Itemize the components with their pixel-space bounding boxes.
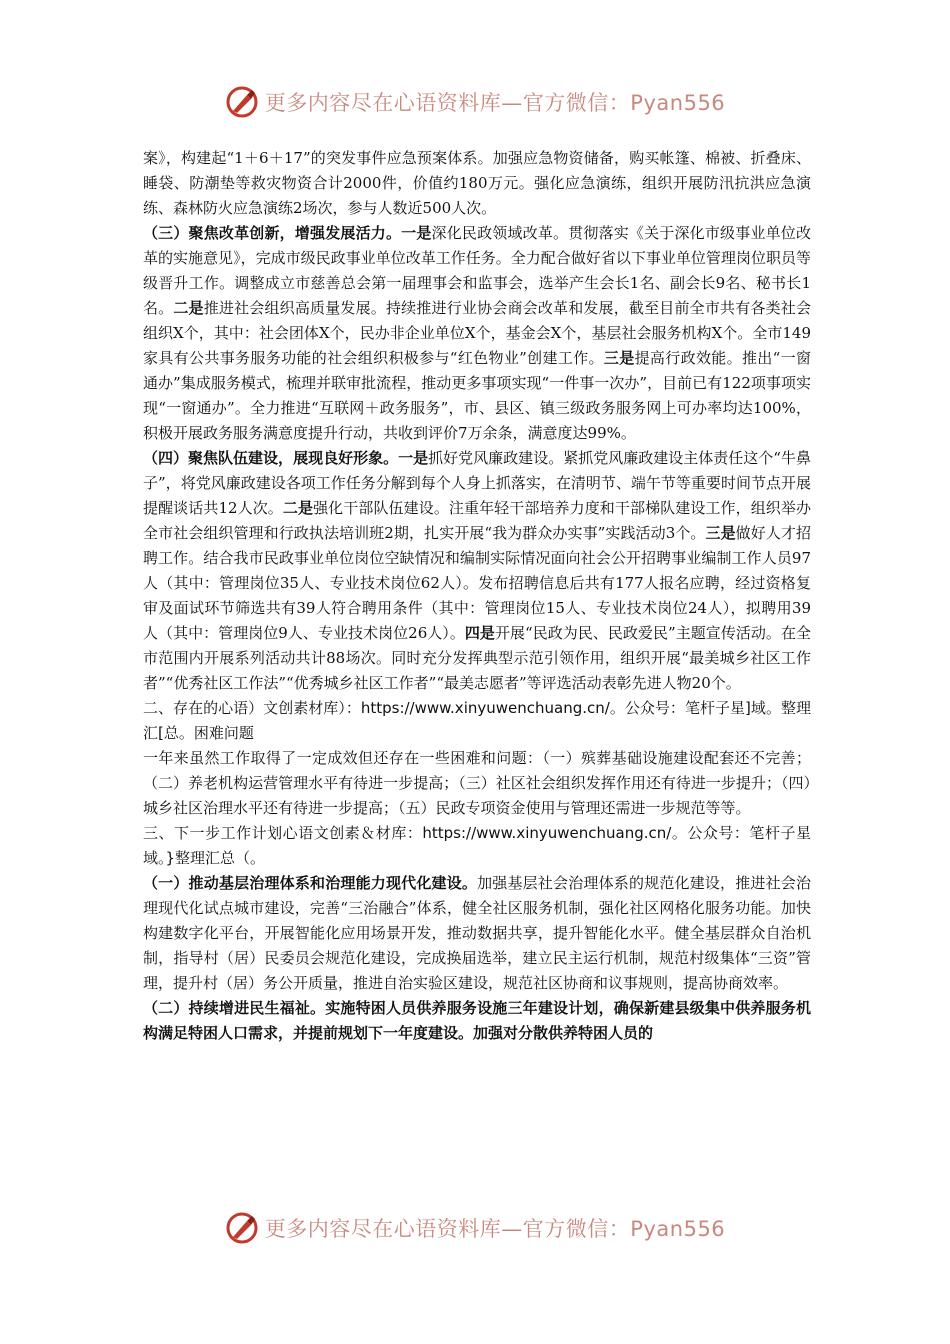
- lead-marker: 二是: [173, 299, 204, 317]
- paragraph: [143, 446, 811, 696]
- lead-marker: 一是: [401, 224, 432, 242]
- paragraph: 案》，构建起“1＋6＋17”的突发事件应急预案体系。加强应急物资储备，购买帐篷、棉被、折叠床、睡袋、防潮垫等救灾物资合计2000件，价值约180万元。强化应急演练，组织开展防汛抗洪应急演练、森林防火应急演练2场次，参与人数近500人次。: [143, 149, 811, 217]
- paragraph: [143, 871, 811, 996]
- lead-marker: 三是: [603, 349, 635, 367]
- watermark-logo-icon: [225, 1211, 259, 1245]
- section-heading: （一）推动基层治理体系和治理能力现代化建设。: [143, 874, 478, 892]
- paragraph-text: 加强基层社会治理体系的规范化建设，推进社会治理现代化试点城市建设，完善“三治融合”体系，健全社区服务机制，强化社区网格化服务功能。加快构建数字化平台，开展智能化应用场景开发，推动数据共享，提升智能化水平。健全基层群众自治机制，指导村（居）民委员会规范化建设，完成换届选举，建立民主运行机制，规范村级集体“三资”管理，提升村（居）务公开质量，推进自治实验区建设，规范社区协商和议事规则，提高协商效率。: [143, 874, 811, 992]
- paragraph: 一年来虽然工作取得了一定成效但还存在一些困难和问题：（一）殡葬基础设施建设配套还不完善；（二）养老机构运营管理水平有待进一步提高；（三）社区社会组织发挥作用还有待进一步提升；（四）城乡社区治理水平还有待进一步提高；（五）民政专项资金使用与管理还需进一步规范等等。: [143, 749, 811, 817]
- section-title: 二、存在的心语）文创素材库）：https://www.xinyuwenchuang.cn/。公众号：笔杆子星]域。整理汇[总。困难问题: [143, 699, 811, 742]
- paragraph-text: 实施特困人员供养服务设施三年建设计划，确保新建县级集中供养服务机构满足特困人口需求，并提前规划下一年度建设。加强对分散供养特困人员的: [143, 999, 811, 1042]
- header-watermark-banner: [0, 80, 950, 124]
- section-heading: （四）聚焦队伍建设，展现良好形象。: [143, 449, 399, 467]
- lead-marker: 四是: [464, 624, 495, 642]
- paragraph-text: 推进社会组织高质量发展。持续推进行业协会商会改革和发展，截至目前全市共有各类社会组织X个，其中：社会团体X个，民办非企业单位X个，基金会X个，基层社会服务机构X个。全市149家具有公共事务服务功能的社会组织积极参与“红色物业”创建工作。: [143, 299, 811, 367]
- document-body: [143, 146, 811, 1046]
- paragraph-text: 开展“民政为民、民政爱民”主题宣传活动。在全市范围内开展系列活动共计88场次。同时充分发挥典型示范引领作用，组织开展“最美城乡社区工作者”“优秀社区工作法”“优秀城乡社区工作者”“最美志愿者”等评选活动表彰先进人物20个。: [143, 624, 811, 692]
- watermark-text: 更多内容尽在心语资料库—官方微信：Pyan556: [264, 91, 726, 115]
- watermark-logo-icon: [225, 85, 259, 119]
- paragraph-text: 抓好党风廉政建设。紧抓党风廉政建设主体责任这个“牛鼻子”，将党风廉政建设各项工作任务分解到每个人身上抓落实，在清明节、端午节等重要时间节点开展提醒谈话共12人次。: [143, 449, 811, 517]
- section-heading: （二）持续增进民生福祉。: [143, 999, 326, 1017]
- section-heading: （三）聚焦改革创新，增强发展活力。: [143, 224, 402, 242]
- footer-watermark-banner: [0, 1206, 950, 1250]
- watermark-text: 更多内容尽在心语资料库—官方微信：Pyan556: [264, 1217, 726, 1241]
- lead-marker: 三是: [705, 524, 736, 542]
- lead-marker: 一是: [398, 449, 429, 467]
- paragraph-text: 深化民政领域改革。贯彻落实《关于深化市级事业单位改革的实施意见》，完成市级民政事业单位改革工作任务。全力配合做好省以下事业单位管理岗位职员等级晋升工作。调整成立市慈善总会第一届理事会和监事会，选举产生会长1名、副会长9名、秘书长1名。: [143, 224, 811, 317]
- paragraph-text: 强化干部队伍建设。注重年轻干部培养力度和干部梯队建设工作，组织举办全市社会组织管理和行政执法培训班2期，扎实开展“我为群众办实事”实践活动3个。: [143, 499, 811, 542]
- paragraph-text: 做好人才招聘工作。结合我市民政事业单位岗位空缺情况和编制实际情况面向社会公开招聘事业编制工作人员97人（其中：管理岗位35人、专业技术岗位62人）。发布招聘信息后共有177人报名应聘，经过资格复审及面试环节筛选共有39人符合聘用条件（其中：管理岗位15人、专业技术岗位24人），拟聘用39人（其中：管理岗位9人、专业技术岗位26人）。: [143, 524, 811, 642]
- lead-marker: 二是: [282, 499, 314, 517]
- paragraph: [143, 996, 811, 1046]
- paragraph: [143, 221, 811, 446]
- section-title: 三、下一步工作计划心语文创素＆材库：https://www.xinyuwenchuang.cn/。公众号：笔杆子星域。}整理汇总（。: [143, 824, 811, 867]
- paragraph-text: 提高行政效能。推出“一窗通办”集成服务模式，梳理并联审批流程，推动更多事项实现“一件事一次办”，目前已有122项事项实现“一窗通办”。全力推进“互联网＋政务服务”，市、县区、镇三级政务服务网上可办率均达100%，积极开展政务服务满意度提升行动，共收到评价7万余条，满意度达99%。: [143, 349, 811, 442]
